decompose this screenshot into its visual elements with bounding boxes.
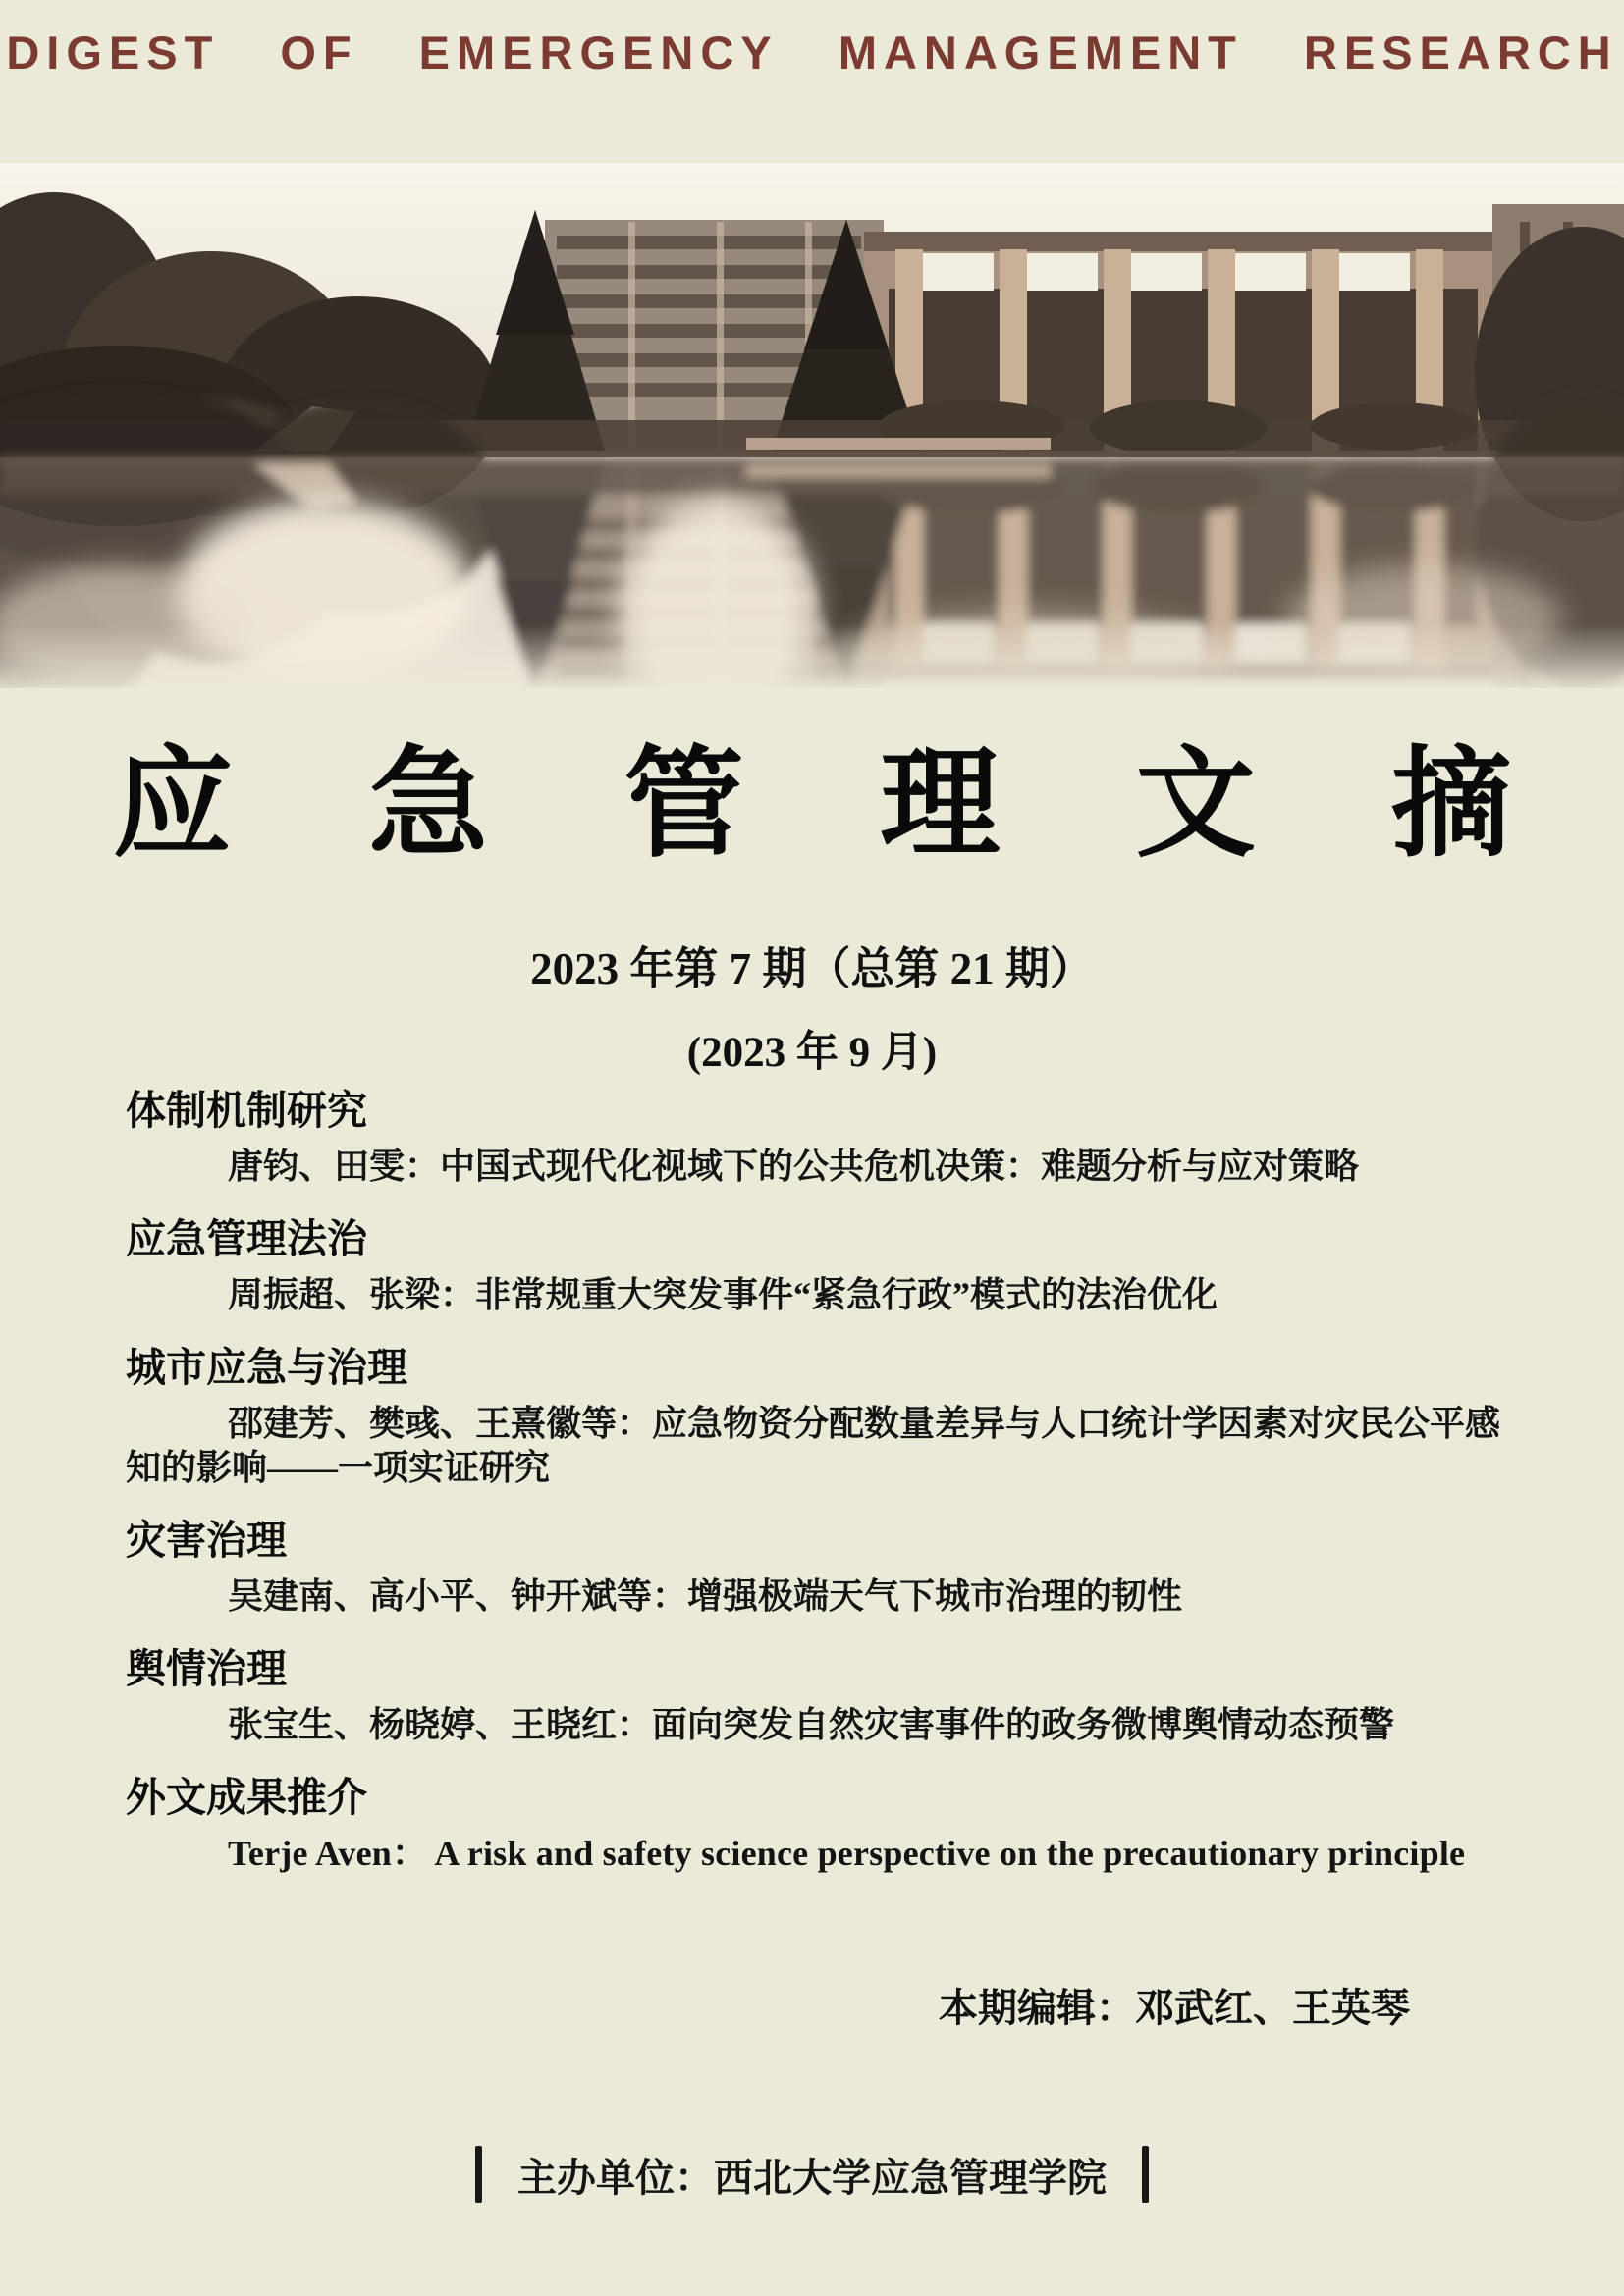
toc-section-heading: 外文成果推介 [126, 1775, 367, 1820]
issue-date: (2023 年 9 月) [686, 1030, 938, 1076]
toc-entry: 周振超、张梁：非常规重大突发事件“紧急行政”模式的法治优化 [228, 1275, 1218, 1314]
campus-photo-illustration [0, 163, 1624, 688]
toc [126, 1084, 1531, 1876]
campus-photo [0, 163, 1624, 688]
toc-section-heading: 体制机制研究 [126, 1088, 367, 1133]
editor-line: 本期编辑：邓武红、王英琴 [939, 1986, 1410, 2030]
toc-section-heading: 舆情治理 [126, 1646, 287, 1691]
toc-section-heading: 应急管理法治 [126, 1216, 367, 1261]
toc-entry: 邵建芳、樊彧、王熹徽等：应急物资分配数量差异与人口统计学因素对灾民公平感知的影响——一项实证研究 [126, 1404, 1501, 1487]
issue-number: 2023 年第 7 期（总第 21 期） [530, 944, 1094, 993]
toc-section-heading: 灾害治理 [126, 1518, 287, 1563]
toc-entry: 张宝生、杨晓婷、王晓红：面向突发自然灾害事件的政务微博舆情动态预警 [228, 1705, 1395, 1744]
toc-section-heading: 城市应急与治理 [126, 1345, 407, 1390]
footer [0, 2146, 1624, 2203]
masthead-title: DIGEST OF EMERGENCY MANAGEMENT RESEARCH [6, 27, 1618, 79]
publisher-line: 主办单位：西北大学应急管理学院 [517, 2156, 1107, 2200]
toc-entry: Terje Aven： A risk and safety science perspective on the precautionary principle [228, 1834, 1466, 1873]
toc-entry: 吴建南、高小平、钟开斌等：增强极端天气下城市治理的韧性 [228, 1576, 1183, 1616]
toc-entry: 唐钧、田雯：中国式现代化视域下的公共危机决策：难题分析与应对策略 [228, 1147, 1360, 1186]
footer-bar-left [475, 2146, 482, 2203]
footer-bar-right [1142, 2146, 1149, 2203]
journal-title: 应 急 管 理 文 摘 [112, 732, 1559, 874]
